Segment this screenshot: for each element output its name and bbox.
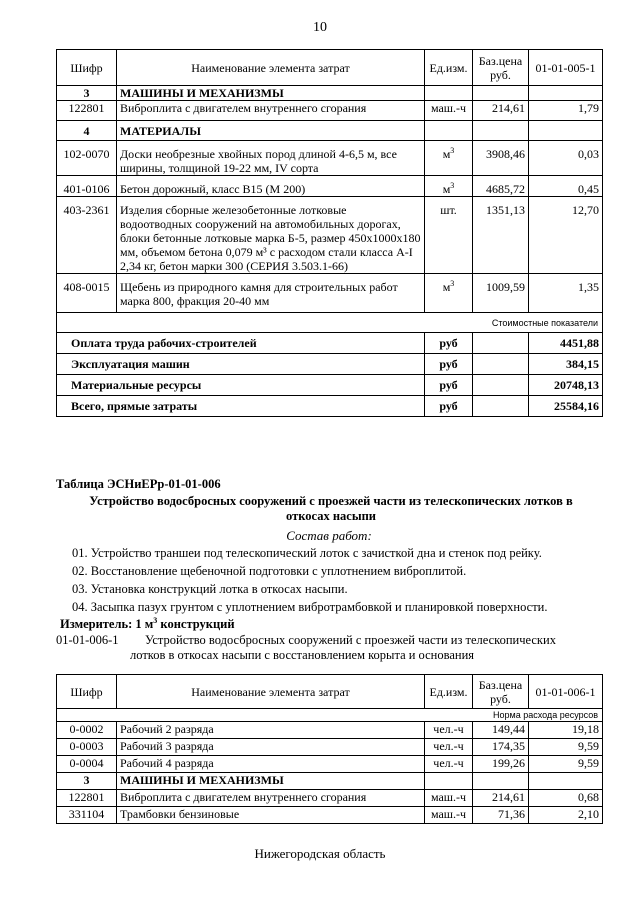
row-code: 331104: [57, 807, 117, 824]
row-unit: $м^3$: [425, 141, 473, 176]
row-code: 122801: [57, 101, 117, 121]
table-header-row: [57, 50, 603, 86]
work-composition-label: Состав работ:: [286, 528, 372, 543]
work-item: 01. Устройство траншеи под телескопический лоток с зачисткой дна и стенок под рейку.: [72, 546, 542, 560]
row-code: 403-2361: [57, 197, 117, 274]
section-row: [57, 86, 603, 101]
resource-table-2: [56, 674, 603, 824]
summary-unit: руб: [425, 354, 473, 375]
row-name: Изделия сборные железобетонные лотковые водоотводных сооружений на автомобильных дорогах, блоки бетонные лотковые марка Б-5, размер 450x1000x180 мм, объемом бетона 0,079 м³ с расходом стали класса А-I 2,34 кг, бетон марки 300 (СЕРИЯ 3.503.1-66): [117, 197, 425, 274]
row-price: 71,36: [473, 807, 529, 824]
measure-unit: Измеритель: 1 $м^3$ конструкций: [60, 615, 235, 631]
header-name: Наименование элемента затрат: [117, 675, 425, 709]
section-number: 4: [57, 121, 117, 141]
table-row: [57, 722, 603, 739]
summary-label: Всего, прямые затраты: [57, 396, 425, 417]
row-value: 1,79: [529, 101, 603, 121]
row-value: 0,45: [529, 176, 603, 197]
section-title: МАШИНЫ И МЕХАНИЗМЫ: [117, 86, 425, 101]
work-item: 03. Установка конструкций лотка в откосах насыпи.: [72, 582, 348, 596]
header-code: Шифр: [57, 50, 117, 86]
norm-label: Норма расхода ресурсов: [57, 709, 603, 722]
row-name: Виброплита с двигателем внутреннего сгорания: [117, 101, 425, 121]
row-code: 401-0106: [57, 176, 117, 197]
summary-value: 20748,13: [529, 375, 603, 396]
row-value: 9,59: [529, 756, 603, 773]
row-price: 199,26: [473, 756, 529, 773]
summary-row: [57, 396, 603, 417]
row-price: 174,35: [473, 739, 529, 756]
row-code: 0-0002: [57, 722, 117, 739]
row-price: 149,44: [473, 722, 529, 739]
row-value: 2,10: [529, 807, 603, 824]
table-row: [57, 756, 603, 773]
row-price: 1351,13: [473, 197, 529, 274]
header-unit: Ед.изм.: [425, 675, 473, 709]
row-code: 0-0004: [57, 756, 117, 773]
table-row: [57, 141, 603, 176]
summary-row: [57, 354, 603, 375]
row-price: 4685,72: [473, 176, 529, 197]
table-row: [57, 197, 603, 274]
norm-row: [57, 709, 603, 722]
row-name: Виброплита с двигателем внутреннего сгорания: [117, 790, 425, 807]
summary-label: Оплата труда рабочих-строителей: [57, 333, 425, 354]
row-price: 214,61: [473, 790, 529, 807]
row-name: Трамбовки бензиновые: [117, 807, 425, 824]
row-value: 1,35: [529, 274, 603, 313]
row-unit: $м^3$: [425, 274, 473, 313]
header-name: Наименование элемента затрат: [117, 50, 425, 86]
page-number: 10: [313, 20, 327, 35]
section-row: [57, 121, 603, 141]
table-row: [57, 790, 603, 807]
row-value: 0,68: [529, 790, 603, 807]
summary-value: 4451,88: [529, 333, 603, 354]
section-number: 3: [57, 86, 117, 101]
work-item: 02. Восстановление щебеночной подготовки с уплотнением виброплитой.: [72, 564, 467, 578]
summary-value: 384,15: [529, 354, 603, 375]
row-price: 214,61: [473, 101, 529, 121]
row-name: Рабочий 2 разряда: [117, 722, 425, 739]
summary-unit: руб: [425, 375, 473, 396]
table-row: [57, 807, 603, 824]
row-value: 19,18: [529, 722, 603, 739]
row-name: Доски необрезные хвойных пород длиной 4-6,5 м, все ширины, толщиной 19-22 мм, IV сорта: [117, 141, 425, 176]
row-name: Рабочий 3 разряда: [117, 739, 425, 756]
summary-label: Эксплуатация машин: [57, 354, 425, 375]
item-code: 01-01-006-1: [56, 633, 119, 647]
table-title: Таблица ЭСНиЕРр-01-01-006: [56, 477, 221, 491]
table-row: [57, 739, 603, 756]
row-code: 0-0003: [57, 739, 117, 756]
row-price: 1009,59: [473, 274, 529, 313]
summary-label: Материальные ресурсы: [57, 375, 425, 396]
row-value: 9,59: [529, 739, 603, 756]
row-unit: шт.: [425, 197, 473, 274]
table-row: [57, 101, 603, 121]
summary-unit: руб: [425, 333, 473, 354]
header-price: Баз.цена руб.: [473, 50, 529, 86]
row-unit: чел.-ч: [425, 739, 473, 756]
cost-indicators-label: Стоимостные показатели: [57, 313, 603, 333]
section-heading: Устройство водосбросных сооружений с проезжей части из телескопических лотков в откосах насыпи: [89, 494, 573, 523]
header-value: 01-01-005-1: [529, 50, 603, 86]
item-description: Устройство водосбросных сооружений с проезжей части из телескопических лотков в откосах насыпи с восстановлением корыта и основания: [130, 633, 556, 662]
row-price: 3908,46: [473, 141, 529, 176]
header-price: Баз.цена руб.: [473, 675, 529, 709]
row-code: 122801: [57, 790, 117, 807]
row-unit: чел.-ч: [425, 722, 473, 739]
section-title: МАТЕРИАЛЫ: [117, 121, 425, 141]
table-header-row: [57, 675, 603, 709]
row-unit: маш.-ч: [425, 101, 473, 121]
summary-row: [57, 375, 603, 396]
summary-value: 25584,16: [529, 396, 603, 417]
header-code: Шифр: [57, 675, 117, 709]
page-footer: Нижегородская область: [254, 846, 386, 861]
row-name: Щебень из природного камня для строительных работ марка 800, фракция 20-40 мм: [117, 274, 425, 313]
header-value: 01-01-006-1: [529, 675, 603, 709]
header-unit: Ед.изм.: [425, 50, 473, 86]
row-code: 408-0015: [57, 274, 117, 313]
summary-unit: руб: [425, 396, 473, 417]
row-unit: $м^3$: [425, 176, 473, 197]
row-unit: чел.-ч: [425, 756, 473, 773]
cost-indicators-row: [57, 313, 603, 333]
row-unit: маш.-ч: [425, 790, 473, 807]
table-row: [57, 274, 603, 313]
row-unit: маш.-ч: [425, 807, 473, 824]
table-row: [57, 176, 603, 197]
row-value: 12,70: [529, 197, 603, 274]
row-value: 0,03: [529, 141, 603, 176]
section-number: 3: [57, 773, 117, 790]
section-title: МАШИНЫ И МЕХАНИЗМЫ: [117, 773, 425, 790]
summary-row: [57, 333, 603, 354]
resource-table-1: [56, 49, 603, 417]
row-name: Рабочий 4 разряда: [117, 756, 425, 773]
row-code: 102-0070: [57, 141, 117, 176]
row-name: Бетон дорожный, класс В15 (М 200): [117, 176, 425, 197]
section-row: [57, 773, 603, 790]
work-item: 04. Засыпка пазух грунтом с уплотнением вибротрамбовкой и планировкой поверхности.: [72, 600, 548, 614]
